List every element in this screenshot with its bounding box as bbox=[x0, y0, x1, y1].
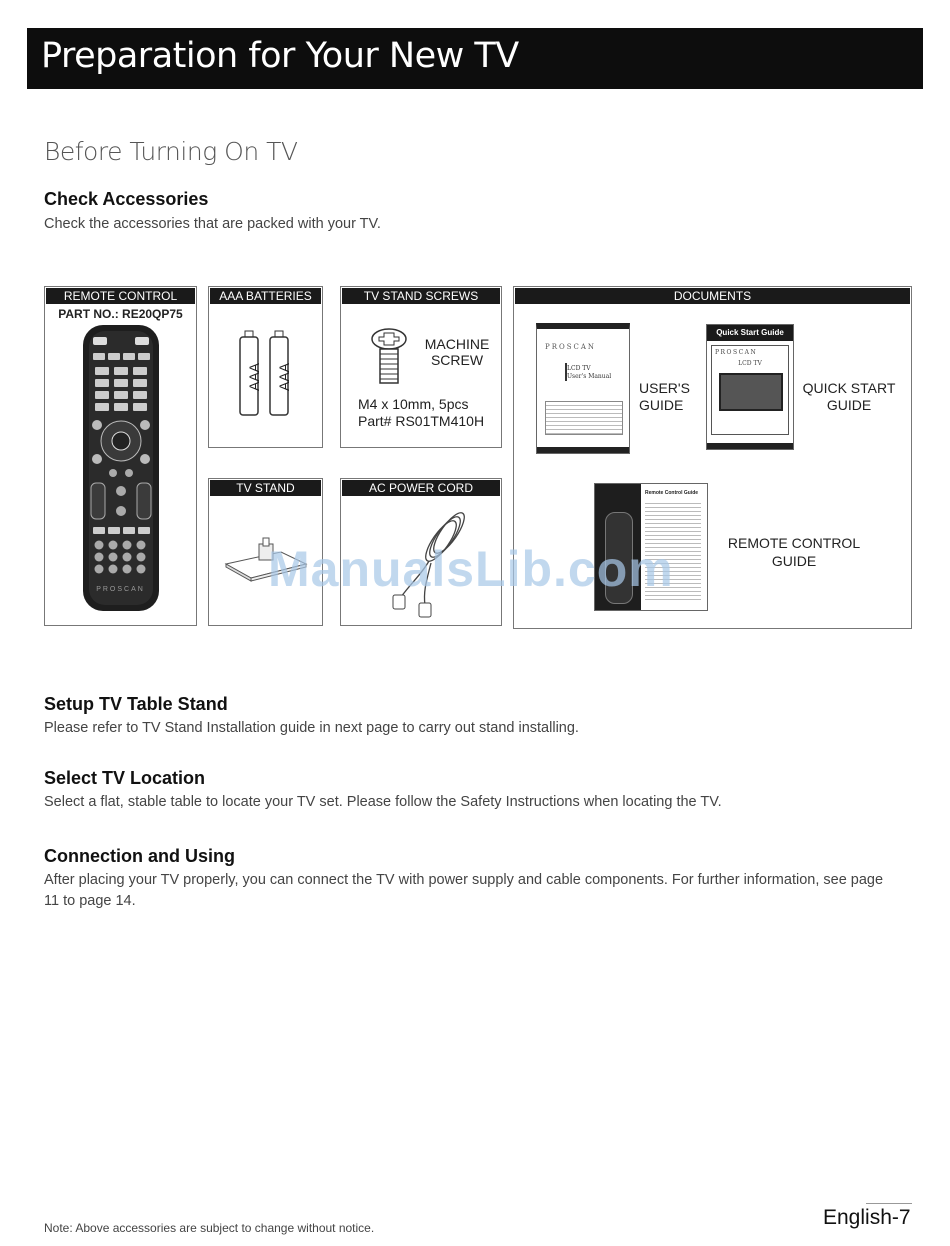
select-location-heading: Select TV Location bbox=[44, 768, 206, 788]
quick-start-label-line2: GUIDE bbox=[826, 397, 872, 413]
batteries-label: AAA BATTERIES bbox=[210, 288, 321, 304]
manual-title: LCD TV bbox=[567, 365, 591, 372]
check-accessories-heading: Check Accessories bbox=[44, 189, 209, 209]
batteries-box bbox=[208, 286, 323, 448]
remote-guide-title: Remote Control Guide bbox=[645, 490, 699, 496]
remote-brand: PROSCAN bbox=[96, 586, 145, 593]
screw-part-number: Part# RS01TM410H bbox=[358, 413, 485, 429]
footer-note: Note: Above accessories are subject to change without notice. bbox=[44, 1221, 375, 1235]
manual-brand: PROSCAN bbox=[545, 343, 597, 351]
check-accessories-text: Check the accessories that are packed with your TV. bbox=[44, 216, 381, 232]
watermark: ManualsLib.com bbox=[268, 541, 674, 597]
select-location-text: Select a flat, stable table to locate your TV set. Please follow the Safety Instructions when locating the TV. bbox=[44, 794, 722, 810]
quick-start-label-line1: QUICK START bbox=[802, 380, 896, 396]
screws-box bbox=[340, 286, 502, 448]
tv-stand-label: TV STAND bbox=[210, 480, 321, 496]
screw-name-line2: SCREW bbox=[430, 352, 484, 368]
remote-control-box bbox=[44, 286, 197, 626]
remote-part-number: PART NO.: RE20QP75 bbox=[58, 307, 183, 321]
screw-image bbox=[369, 327, 409, 387]
quick-start-title: LCD TV bbox=[738, 360, 762, 367]
connection-heading: Connection and Using bbox=[44, 846, 235, 866]
users-guide-label-line1: USER'S bbox=[639, 380, 690, 396]
page-number-rule bbox=[866, 1203, 912, 1204]
connection-text-line1: After placing your TV properly, you can connect the TV with power supply and cable components. For further information, see page bbox=[44, 872, 884, 888]
users-guide-label-line2: GUIDE bbox=[639, 397, 684, 413]
title-bar bbox=[27, 28, 923, 89]
remote-guide-label-line2: GUIDE bbox=[771, 553, 817, 569]
quick-start-banner: Quick Start Guide bbox=[707, 325, 793, 341]
power-cord-label: AC POWER CORD bbox=[342, 480, 500, 496]
documents-label: DOCUMENTS bbox=[515, 288, 910, 304]
screw-size: M4 x 10mm, 5pcs bbox=[358, 396, 469, 412]
screw-name-line1: MACHINE bbox=[424, 336, 490, 352]
page-title: Preparation for Your New TV bbox=[41, 36, 519, 76]
setup-stand-heading: Setup TV Table Stand bbox=[44, 694, 228, 714]
section-title: Before Turning On TV bbox=[44, 137, 298, 166]
battery-text-1: AAA bbox=[246, 363, 262, 392]
page-number: English-7 bbox=[823, 1206, 911, 1229]
battery-text-2: AAA bbox=[276, 363, 292, 392]
screws-label: TV STAND SCREWS bbox=[342, 288, 500, 304]
users-manual-image bbox=[536, 323, 630, 454]
manual-subtitle: User's Manual bbox=[567, 373, 612, 380]
remote-control-label: REMOTE CONTROL bbox=[46, 288, 195, 304]
setup-stand-text: Please refer to TV Stand Installation guide in next page to carry out stand installing. bbox=[44, 720, 579, 736]
remote-control-image bbox=[81, 323, 161, 613]
remote-guide-label-line1: REMOTE CONTROL bbox=[727, 535, 861, 551]
connection-text-line2: 11 to page 14. bbox=[44, 893, 136, 909]
quick-start-image bbox=[706, 324, 794, 450]
quick-start-brand: PROSCAN bbox=[715, 349, 758, 356]
